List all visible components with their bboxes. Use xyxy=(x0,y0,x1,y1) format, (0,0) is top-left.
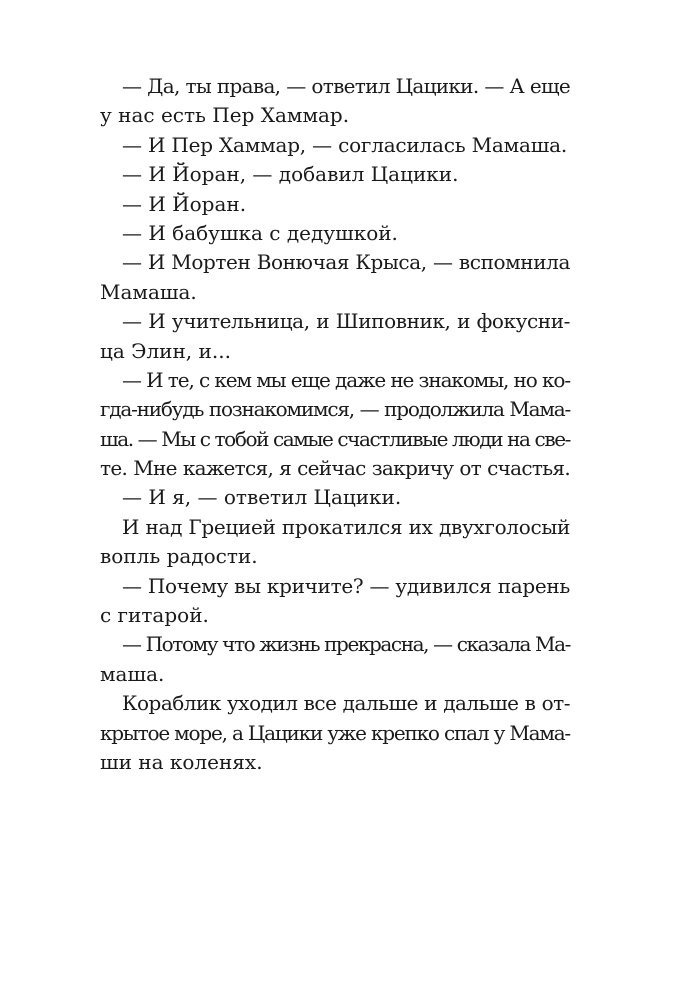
text-line: — И Пер Хаммар, — согласилась Мамаша. xyxy=(122,132,567,157)
text-line: И над Грецией прокатился их двухголосый xyxy=(122,514,570,539)
text-line: гда-нибудь познакомимся, — продолжила Мама- xyxy=(100,397,570,422)
text-line: вопль радости. xyxy=(100,544,258,569)
text-line: ша. — Мы с тобой самые счастливые люди на све- xyxy=(100,426,570,451)
text-line: — И те, с кем мы еще даже не знакомы, но ко- xyxy=(122,367,570,392)
text-line: ши на коленях. xyxy=(100,749,263,774)
text-line: — И Мортен Вонючая Крыса, — вспомнила xyxy=(122,250,570,275)
text-line: — Почему вы кричите? — удивился парень xyxy=(122,573,570,598)
text-line: — И я, — ответил Цацики. xyxy=(122,485,402,510)
text-line: Мамаша. xyxy=(100,279,197,304)
text-line: те. Мне кажется, я сейчас закричу от счастья. xyxy=(100,456,570,481)
body-text xyxy=(100,72,570,777)
text-line: крытое море, а Цацики уже крепко спал у Мама- xyxy=(100,720,570,745)
text-line: — И Йоран, — добавил Цацики. xyxy=(122,162,459,187)
text-line: с гитарой. xyxy=(100,603,209,628)
text-line: — И Йоран. xyxy=(122,191,247,216)
text-line: — Да, ты права, — ответил Цацики. — А еще xyxy=(122,74,570,98)
text-line: — И учительница, и Шиповник, и фокусни- xyxy=(122,309,570,334)
text-line: маша. xyxy=(100,661,165,686)
text-line: у нас есть Пер Хаммар. xyxy=(100,103,350,128)
text-line: — И бабушка с дедушкой. xyxy=(122,220,398,245)
text-line: — Потому что жизнь прекрасна, — сказала Ма- xyxy=(122,632,570,657)
text-line: ца Элин, и... xyxy=(100,338,231,363)
text-line: Кораблик уходил все дальше и дальше в от- xyxy=(122,691,570,716)
